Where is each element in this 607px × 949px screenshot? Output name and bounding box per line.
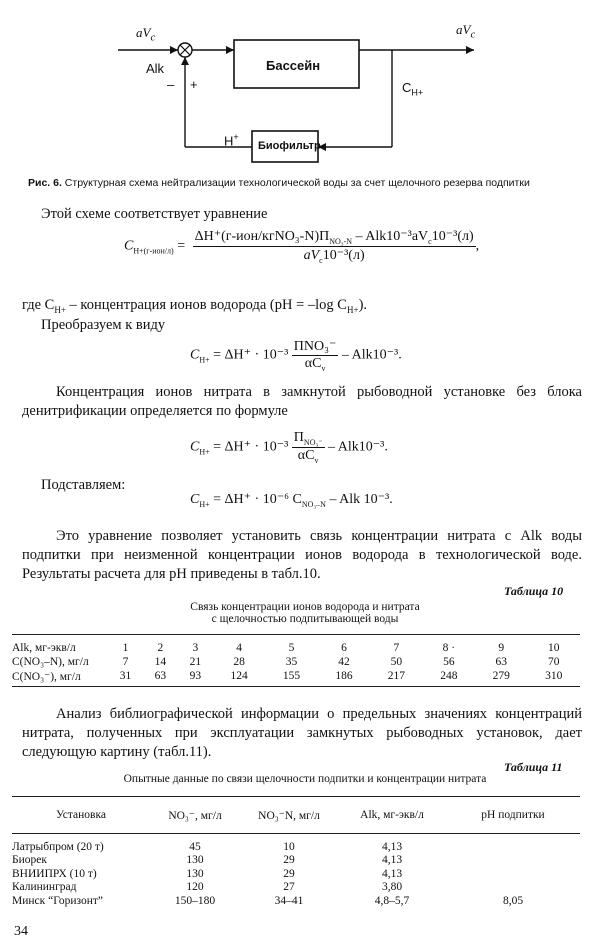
table11 [12, 796, 580, 908]
hplus-label: H+ [224, 132, 239, 149]
table-row: C(NO₃–N), мг/л 7 14 21 28 35 42 50 56 63 70 [12, 656, 560, 668]
table11-label: Таблица 11 [504, 760, 563, 774]
table-row: Калининград 120 27 3,80 [12, 881, 403, 894]
paragraph-7: Анализ библиографической информации о предельных значениях концентраций нитрата, полученных при эксплуатации замкнутых рыбоводных установок, дает следующую картину (табл.11). [22, 706, 582, 760]
paragraph-2: где $C_{H+}$ – концентрация ионов водорода (pH = –log $C_{H+}$). [22, 297, 368, 315]
col-header: Alk, мг-экв/л [338, 797, 446, 834]
input-arrowhead [170, 46, 178, 54]
equation-1: $C_{H+(г-ион/л)}$ = $\frac{\Delta H^+(г-ион/кгNO_3-N)П_{NO_3-N} - Alk10^{-3}aV_c10^{-3}(л)}{aV_c10^{-3}(л)}$ , [124, 229, 480, 265]
table-row: Биорек 130 29 4,13 [12, 854, 403, 867]
biofilter-label: Биофильтр [258, 140, 321, 152]
table-row: Минск “Горизонт” 150–180 34–41 4,8–5,7 8,05 [12, 894, 524, 907]
col-header: NO₃⁻, мг/л [150, 797, 240, 834]
paragraph-4: Концентрация ионов нитрата в замкнутой рыбоводной установке без блока денитрификации определяется по формуле [22, 384, 582, 419]
table-row: Alk, мг-экв/л 1 2 3 4 5 6 7 8 · 9 10 [12, 642, 560, 654]
col-header: NO₃⁻N, мг/л [240, 797, 338, 834]
page-number: 34 [14, 924, 28, 939]
equation-3: $C_{H+} = \Delta H^+ \cdot 10^{-3}$ $\frac{П_{NO_3^-}}{\alpha C_v}$ – Alk10⁻³. [190, 430, 388, 465]
equation-2: $C_{H+} = \Delta H^+ \cdot 10^{-3}$ $\frac{\text{ПNO₃⁻}}{\alpha C_v}$ – Alk10⁻³. [190, 339, 402, 373]
col-header: pH подпитки [446, 797, 580, 834]
basin-label: Бассейн [266, 58, 321, 73]
output-arrowhead [466, 46, 474, 54]
paragraph-1: Этой схеме соответствует уравнение [41, 206, 268, 222]
table11-caption: Опытные данные по связи щелочности подпитки и концентрации нитрата [123, 773, 487, 785]
col-header: Установка [12, 797, 150, 834]
alk-label: Alk [146, 61, 165, 76]
input-label: $aV_c$ [136, 25, 156, 44]
minus-sign: – [167, 77, 175, 92]
figure-caption: Рис. 6. Структурная схема нейтрализации технологической воды за счет щелочного резерва подпитки [28, 177, 530, 189]
output-label: $aV_c$ [456, 22, 476, 41]
plus-sign: + [190, 77, 198, 92]
ch-label: $C_{H+}$ [402, 80, 424, 98]
table-header-row [12, 797, 580, 834]
table-row: C(NO₃⁻), мг/л 31 63 93 124 155 186 217 248 279 310 [12, 670, 563, 683]
table-row: ВНИИПРХ (10 т) 130 29 4,13 [12, 867, 403, 880]
table10-caption: Связь концентрации ионов водорода и нитрата с щелочностью подпитывающей воды [190, 601, 420, 625]
equation-4: $C_{H+} = \Delta H^+ \cdot 10^{-6}$ $C_{NO_3-N}$ – Alk 10⁻³. [190, 492, 393, 509]
paragraph-6: Это уравнение позволяет установить связь концентрации нитрата с Alk воды подпитки при неизменной концентрации ионов водорода в технологической воде. Результаты расчета для pH приведены в табл.10. [22, 528, 582, 582]
paragraph-5: Подставляем: [41, 477, 126, 493]
table10-label: Таблица 10 [504, 584, 564, 598]
table10 [12, 634, 580, 687]
table-row: Латрыбпром (20 т) 45 10 4,13 [12, 840, 403, 853]
paragraph-3: Преобразуем к виду [41, 317, 166, 333]
